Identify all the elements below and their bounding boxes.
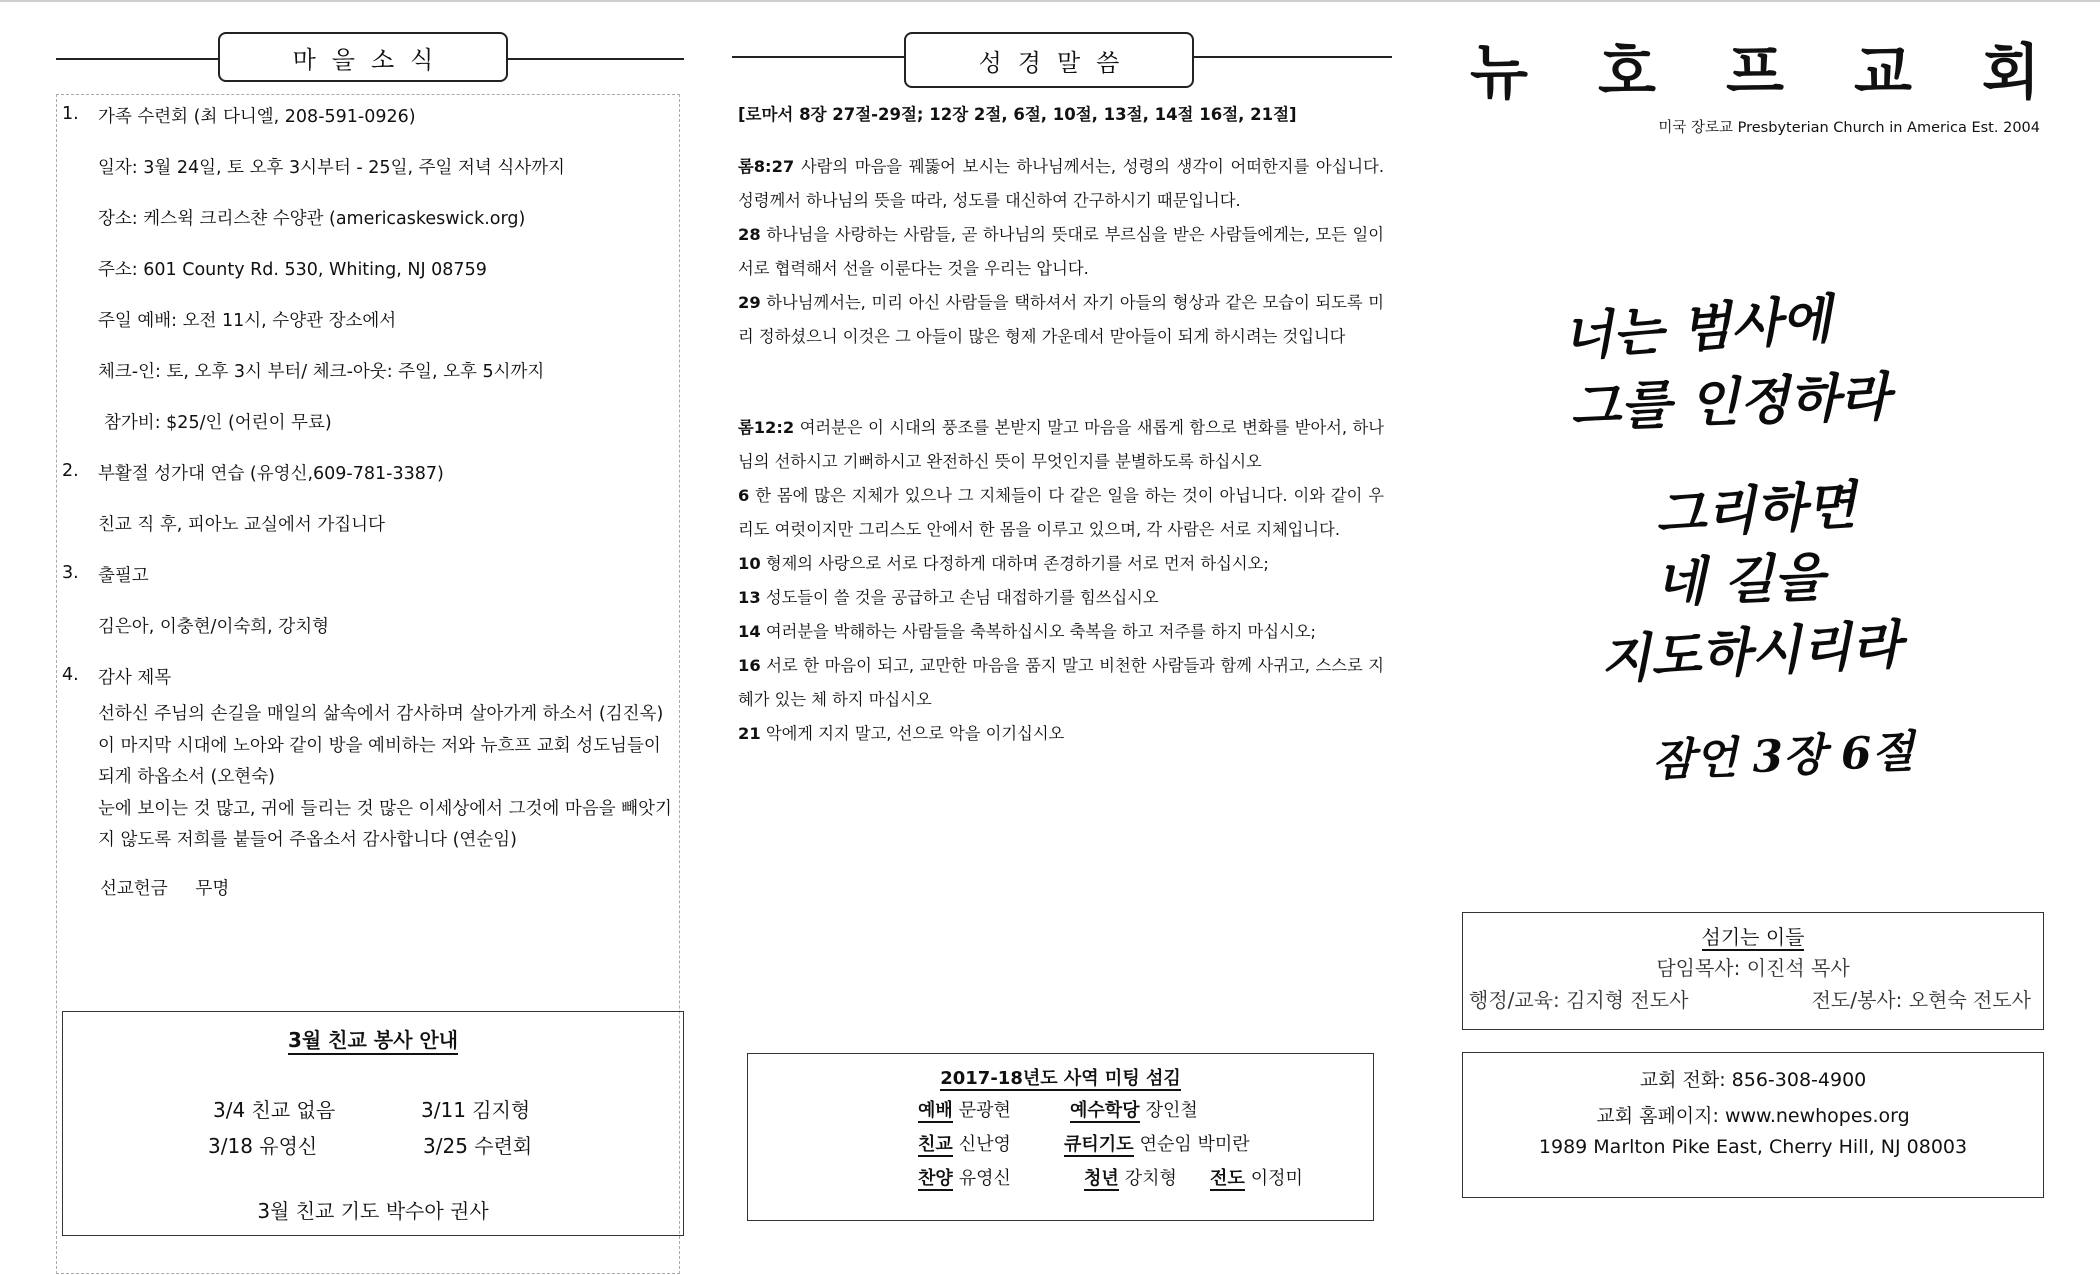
news-item-number: 4. xyxy=(62,665,79,685)
verse-ref: 13 xyxy=(738,588,761,607)
verse-text: 한 몸에 많은 지체가 있으나 그 지체들이 다 같은 일을 하는 것이 아닙니다. 이와 같이 우리도 여럿이지만 그리스도 안에서 한 몸을 이루고 있으며, 각 사람은 서로 지체입니다. xyxy=(738,486,1384,539)
verse-ref: 10 xyxy=(738,554,761,573)
verse-text: 하나님께서는, 미리 아신 사람들을 택하셔서 자기 아들의 형상과 같은 모습이 되도록 미리 정하셨으니 이것은 그 아들이 많은 형제 가운데서 맏아들이 되게 하시려는 것입니다 xyxy=(738,293,1384,346)
church-name xyxy=(1470,38,2040,108)
admin-staff: 행정/교육: 김지형 전도사 xyxy=(1469,988,1689,1012)
church-homepage: 교회 홈페이지: www.newhopes.org xyxy=(1596,1105,1910,1127)
ministry-meeting-box xyxy=(747,1053,1374,1221)
verse xyxy=(738,286,1384,354)
verse-text: 여러분은 이 시대의 풍조를 본받지 말고 마음을 새롭게 함으로 변화를 받아서, 하나님의 선하시고 기뻐하시고 완전하신 뜻이 무엇인지를 분별하도록 하십시오 xyxy=(738,418,1384,471)
ministry-role: 친교 xyxy=(918,1134,953,1155)
servers-title-text: 섬기는 이들 xyxy=(1701,925,1805,949)
news-item-thanks xyxy=(60,665,680,900)
church-name-char: 회 xyxy=(1982,38,2040,108)
verse-ref: 29 xyxy=(738,293,761,312)
news-line: 감사 제목 xyxy=(98,668,172,688)
ministry-meeting-title xyxy=(748,1064,1373,1090)
verse-block-romans-8 xyxy=(738,150,1384,354)
mission-staff: 전도/봉사: 오현숙 전도사 xyxy=(1811,988,2031,1012)
calligraphy-line: 너는 범사에 xyxy=(1560,288,1834,369)
news-title: 마을소식 xyxy=(218,32,508,82)
ministry-entry-praise xyxy=(918,1164,1011,1190)
news-line: 출필고 xyxy=(98,566,149,586)
news-line: 부활절 성가대 연습 (유영신,609-781-3387) xyxy=(98,464,444,484)
ministry-role: 찬양 xyxy=(918,1168,953,1189)
news-header xyxy=(56,32,684,84)
bible-title: 성경말씀 xyxy=(904,32,1194,88)
verse-text: 형제의 사랑으로 서로 다정하게 대하며 존경하기를 서로 먼저 하십시오; xyxy=(760,554,1269,573)
ministry-name: 유영신 xyxy=(958,1168,1011,1189)
fellowship-entry: 3/4 친교 없음 xyxy=(213,1098,336,1122)
calligraphy-verse xyxy=(1540,280,2010,800)
church-name-char: 호 xyxy=(1598,38,1656,108)
news-line: 체크-인: 토, 오후 3시 부터/ 체크-아웃: 주일, 오후 5시까지 xyxy=(98,362,545,382)
news-item-choir xyxy=(60,461,680,563)
church-name-char: 뉴 xyxy=(1470,38,1528,108)
verse-text: 여러분을 박해하는 사람들을 축복하십시오 축복을 하고 저주를 하지 마십시오; xyxy=(760,622,1317,641)
ministry-entry-qt xyxy=(1064,1130,1250,1156)
news-line: 장소: 케스윅 크리스챤 수양관 (americaskeswick.org) xyxy=(98,209,526,229)
ministry-name: 이정미 xyxy=(1250,1168,1303,1189)
verse xyxy=(738,218,1384,286)
news-item-number: 3. xyxy=(62,563,79,583)
news-line: 가족 수련회 (최 다니엘, 208-591-0926) xyxy=(98,107,416,127)
servers-title xyxy=(1463,921,2043,950)
calligraphy-line: 지도하시리라 xyxy=(1598,614,1904,691)
news-item-number: 2. xyxy=(62,461,79,481)
ministry-entry-worship xyxy=(918,1096,1011,1122)
verse-ref: 21 xyxy=(738,724,761,743)
fellowship-service-title-text: 3월 친교 봉사 안내 xyxy=(288,1028,458,1055)
ministry-role: 큐티기도 xyxy=(1064,1134,1134,1155)
fellowship-service-title xyxy=(63,1024,683,1053)
ministry-role: 예수학당 xyxy=(1070,1100,1140,1121)
verse-block-romans-12 xyxy=(738,411,1384,751)
verse xyxy=(738,479,1384,547)
fellowship-prayer: 3월 친교 기도 박수아 권사 xyxy=(257,1199,489,1223)
verse xyxy=(738,615,1384,649)
mission-offering: 선교헌금 무명 xyxy=(100,878,230,899)
news-line: 김은아, 이충현/이숙희, 강치형 xyxy=(98,617,330,637)
fellowship-entry: 3/11 김지형 xyxy=(421,1098,531,1122)
verse xyxy=(738,150,1384,218)
news-item-number: 1. xyxy=(62,104,79,124)
ministry-role: 예배 xyxy=(918,1100,953,1121)
fellowship-entry: 3/25 수련회 xyxy=(423,1134,533,1158)
verse-ref: 28 xyxy=(738,225,761,244)
verse-text: 하나님을 사랑하는 사람들, 곧 하나님의 뜻대로 부르심을 받은 사람들에게는, 모든 일이 서로 협력해서 선을 이룬다는 것을 우리는 압니다. xyxy=(738,225,1384,278)
church-phone: 교회 전화: 856-308-4900 xyxy=(1639,1069,1867,1091)
verse-ref: 16 xyxy=(738,656,761,675)
news-line: 참가비: $25/인 (어린이 무료) xyxy=(104,413,332,433)
news-line: 일자: 3월 24일, 토 오후 3시부터 - 25일, 주일 저녁 식사까지 xyxy=(98,158,565,178)
senior-pastor: 담임목사: 이진석 목사 xyxy=(1656,956,1850,980)
ministry-entry-fellowship xyxy=(918,1130,1011,1156)
church-name-char: 프 xyxy=(1726,38,1784,108)
thanks-entry: 이 마지막 시대에 노아와 같이 방을 예비하는 저와 뉴흐프 교회 성도님들이 되게 하옵소서 (오현숙) xyxy=(98,735,661,787)
verse-ref: 롬8:27 xyxy=(738,157,795,176)
top-border xyxy=(0,0,2100,2)
news-list xyxy=(60,104,680,900)
calligraphy-line: 잠언 3장 6절 xyxy=(1651,726,1915,787)
verse-ref: 6 xyxy=(738,486,750,505)
scripture-reference: [로마서 8장 27절-29절; 12장 2절, 6절, 10절, 13절, 14절 16절, 21절] xyxy=(738,105,1297,124)
verse-text: 성도들이 쓸 것을 공급하고 손님 대접하기를 힘쓰십시오 xyxy=(760,588,1159,607)
ministry-entry-evangelism xyxy=(1210,1164,1303,1190)
news-item-retreat xyxy=(60,104,680,461)
church-name-char: 교 xyxy=(1854,38,1912,108)
ministry-role: 전도 xyxy=(1210,1168,1245,1189)
thanks-entry: 선하신 주님의 손길을 매일의 삶속에서 감사하며 살아가게 하소서 (김진옥) xyxy=(98,704,664,724)
contact-box xyxy=(1462,1052,2044,1198)
verse xyxy=(738,581,1384,615)
ministry-entry-youth xyxy=(1084,1164,1177,1190)
calligraphy-line: 그를 인정하라 xyxy=(1569,366,1891,439)
verse xyxy=(738,717,1384,751)
fellowship-service-box xyxy=(62,1011,684,1236)
fellowship-entry: 3/18 유영신 xyxy=(208,1134,318,1158)
verse xyxy=(738,649,1384,717)
calligraphy-line: 네 길을 xyxy=(1654,547,1825,614)
ministry-meeting-title-text: 2017-18년도 사역 미팅 섬김 xyxy=(940,1068,1181,1089)
ministry-name: 강치형 xyxy=(1124,1168,1177,1189)
ministry-entry-school xyxy=(1070,1096,1198,1122)
ministry-name: 신난영 xyxy=(958,1134,1011,1155)
ministry-role: 청년 xyxy=(1084,1168,1119,1189)
calligraphy-line: 그리하면 xyxy=(1653,474,1858,547)
verse xyxy=(738,547,1384,581)
bible-header xyxy=(732,30,1392,82)
verse-text: 악에게 지지 말고, 선으로 악을 이기십시오 xyxy=(760,724,1065,743)
news-line: 친교 직 후, 피아노 교실에서 가집니다 xyxy=(98,515,385,535)
thanks-entry: 눈에 보이는 것 많고, 귀에 들리는 것 많은 이세상에서 그것에 마음을 빼앗기지 않도록 저희를 붙들어 주옵소서 감사합니다 (연순임) xyxy=(98,798,672,850)
news-line: 주소: 601 County Rd. 530, Whiting, NJ 08759 xyxy=(98,260,487,280)
ministry-name: 연순임 박미란 xyxy=(1139,1134,1250,1155)
verse-text: 서로 한 마음이 되고, 교만한 마음을 품지 말고 비천한 사람들과 함께 사귀고, 스스로 지혜가 있는 체 하지 마십시오 xyxy=(738,656,1384,709)
news-item-travel xyxy=(60,563,680,665)
church-subtitle: 미국 장로교 Presbyterian Church in America Est. 2004 xyxy=(1658,120,2040,136)
news-line: 주일 예배: 오전 11시, 수양관 장소에서 xyxy=(98,311,397,331)
church-address: 1989 Marlton Pike East, Cherry Hill, NJ 08003 xyxy=(1538,1136,1968,1158)
verse-ref: 14 xyxy=(738,622,761,641)
servers-box xyxy=(1462,912,2044,1030)
ministry-name: 장인철 xyxy=(1145,1100,1198,1121)
ministry-name: 문광현 xyxy=(958,1100,1011,1121)
verse-ref: 롬12:2 xyxy=(738,418,795,437)
verse-text: 사람의 마음을 꿰뚫어 보시는 하나님께서는, 성령의 생각이 어떠한지를 아십니다. 성령께서 하나님의 뜻을 따라, 성도를 대신하여 간구하시기 때문입니다. xyxy=(738,157,1384,210)
verse xyxy=(738,411,1384,479)
